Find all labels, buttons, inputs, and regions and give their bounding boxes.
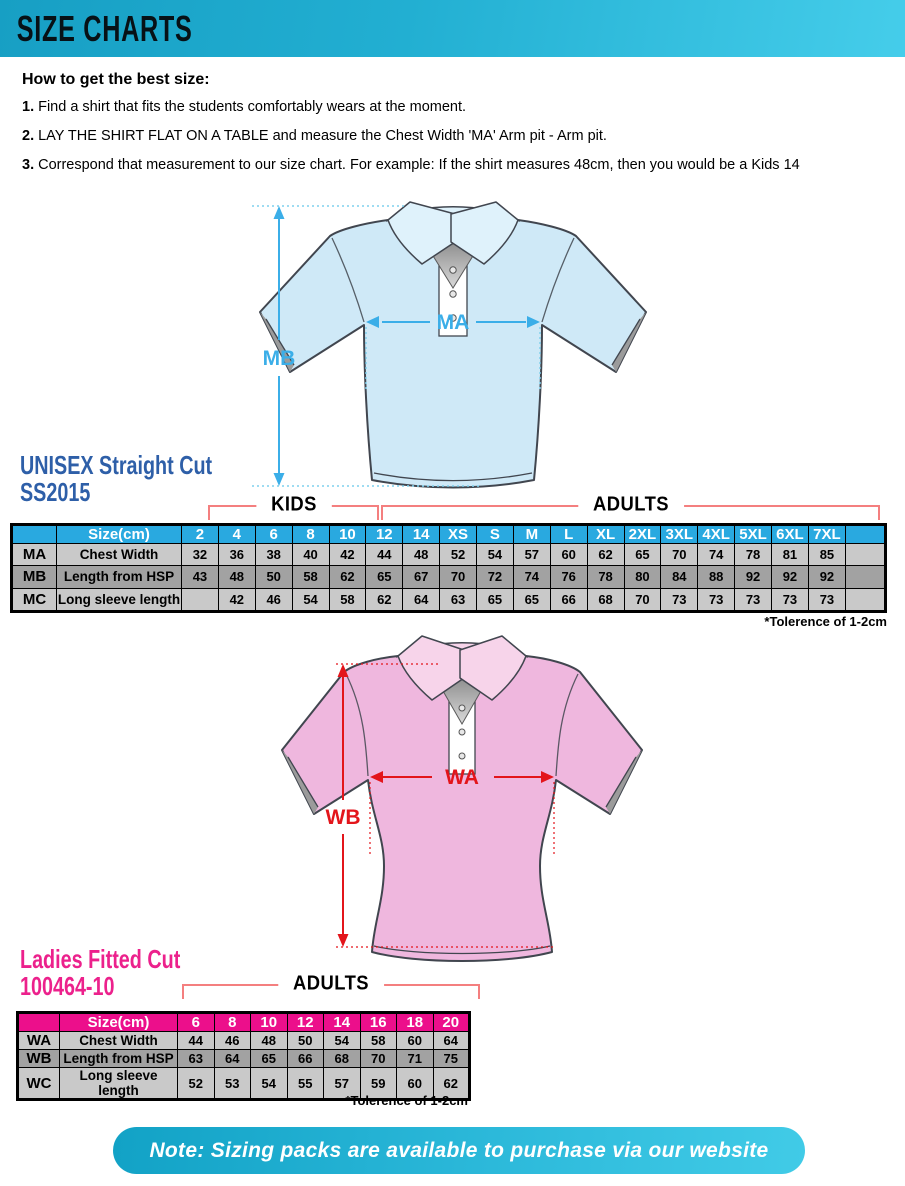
empty-cell <box>846 544 886 566</box>
unisex-section-heading <box>20 452 273 506</box>
button <box>459 729 465 735</box>
size-column-header: M <box>513 525 550 544</box>
size-column-header: 14 <box>403 525 440 544</box>
unisex-size-table <box>10 523 887 613</box>
website-note-banner <box>113 1127 805 1174</box>
instruction-step-3 <box>22 156 882 174</box>
size-value: 75 <box>433 1050 470 1068</box>
page-title: SIZE CHARTS <box>16 7 193 49</box>
size-column-header: 4 <box>218 525 255 544</box>
size-value: 46 <box>214 1032 251 1050</box>
size-value: 92 <box>808 566 845 588</box>
size-value: 52 <box>178 1068 215 1100</box>
step-text: LAY THE SHIRT FLAT ON A TABLE and measure the Chest Width 'MA' Arm pit - Arm pit. <box>38 128 607 144</box>
size-value: 52 <box>440 544 477 566</box>
size-value: 53 <box>214 1068 251 1100</box>
empty-header-cell <box>846 525 886 544</box>
size-header-row <box>12 525 886 544</box>
size-value: 60 <box>397 1068 434 1100</box>
size-value: 64 <box>214 1050 251 1068</box>
size-column-header: 2XL <box>624 525 661 544</box>
size-column-header: 10 <box>329 525 366 544</box>
size-value: 78 <box>735 544 772 566</box>
size-value: 92 <box>772 566 809 588</box>
size-value: 38 <box>255 544 292 566</box>
measurement-label: Long sleeve length <box>60 1068 178 1100</box>
size-value: 92 <box>735 566 772 588</box>
size-value: 68 <box>587 588 624 612</box>
size-value: 73 <box>808 588 845 612</box>
size-value: 70 <box>661 544 698 566</box>
step-text: Correspond that measurement to our size chart. For example: If the shirt measures 48cm, then you would be a Kids 14 <box>38 157 800 173</box>
size-value: 48 <box>218 566 255 588</box>
measurement-code: WB <box>18 1050 60 1068</box>
size-value: 66 <box>550 588 587 612</box>
wb-measurement-label: WB <box>325 806 361 829</box>
size-column-header: 8 <box>292 525 329 544</box>
unisex-size-table-holder <box>10 523 887 613</box>
measurement-row-MB <box>12 566 886 588</box>
size-column-header: XL <box>587 525 624 544</box>
size-value: 63 <box>440 588 477 612</box>
size-value: 65 <box>366 566 403 588</box>
size-value: 72 <box>477 566 514 588</box>
size-value: 73 <box>735 588 772 612</box>
step-number: 2. <box>22 128 35 144</box>
corner-cell <box>18 1013 60 1032</box>
website-note-text: Note: Sizing packs are available to purchase via our website <box>149 1138 769 1162</box>
size-value: 57 <box>324 1068 361 1100</box>
size-value: 67 <box>403 566 440 588</box>
size-value: 54 <box>477 544 514 566</box>
kids-group-label: KIDS <box>256 494 331 517</box>
step-text: Find a shirt that fits the students comfortably wears at the moment. <box>38 99 467 115</box>
size-value: 54 <box>324 1032 361 1050</box>
size-value <box>182 588 219 612</box>
measurement-row-MC <box>12 588 886 612</box>
size-value: 62 <box>329 566 366 588</box>
ma-measurement-label: MA <box>436 311 470 334</box>
instruction-step-1 <box>22 98 882 116</box>
ladies-size-table-holder <box>16 1011 471 1098</box>
size-header-row <box>18 1013 470 1032</box>
size-column-header: S <box>477 525 514 544</box>
size-value: 65 <box>477 588 514 612</box>
measurement-code: MB <box>12 566 57 588</box>
size-value: 74 <box>513 566 550 588</box>
measurement-label: Long sleeve length <box>57 588 182 612</box>
adults-group-bracket-unisex <box>381 493 880 520</box>
unisex-polo-diagram <box>236 194 656 494</box>
size-value: 74 <box>698 544 735 566</box>
tolerance-note-unisex: *Tolerence of 1-2cm <box>764 614 887 629</box>
size-column-header: 10 <box>251 1013 288 1032</box>
size-value: 88 <box>698 566 735 588</box>
size-column-header: 8 <box>214 1013 251 1032</box>
wa-measurement-label: WA <box>445 766 479 789</box>
size-value: 85 <box>808 544 845 566</box>
size-value: 50 <box>287 1032 324 1050</box>
size-column-header: 6XL <box>772 525 809 544</box>
size-value: 65 <box>251 1050 288 1068</box>
size-value: 44 <box>178 1032 215 1050</box>
button <box>450 267 456 273</box>
measurement-label: Chest Width <box>60 1032 178 1050</box>
empty-cell <box>846 566 886 588</box>
measurement-label: Length from HSP <box>60 1050 178 1068</box>
size-column-header: 5XL <box>735 525 772 544</box>
size-value: 70 <box>624 588 661 612</box>
size-column-header: 6 <box>255 525 292 544</box>
size-unit-header: Size(cm) <box>57 525 182 544</box>
size-column-header: 3XL <box>661 525 698 544</box>
measurement-row-MA <box>12 544 886 566</box>
size-unit-header: Size(cm) <box>60 1013 178 1032</box>
size-value: 59 <box>360 1068 397 1100</box>
size-value: 70 <box>360 1050 397 1068</box>
measurement-code: WA <box>18 1032 60 1050</box>
size-value: 50 <box>255 566 292 588</box>
button <box>459 705 465 711</box>
size-value: 42 <box>329 544 366 566</box>
size-value: 78 <box>587 566 624 588</box>
size-value: 40 <box>292 544 329 566</box>
size-value: 81 <box>772 544 809 566</box>
size-value: 46 <box>255 588 292 612</box>
measurement-label: Length from HSP <box>57 566 182 588</box>
size-value: 36 <box>218 544 255 566</box>
kids-group-bracket <box>208 493 379 520</box>
page-header <box>0 0 905 57</box>
measurement-row-WB <box>18 1050 470 1068</box>
size-value: 48 <box>403 544 440 566</box>
mb-measurement-label: MB <box>262 347 296 370</box>
ladies-style-code: 100464-10 <box>20 971 115 1001</box>
size-value: 84 <box>661 566 698 588</box>
size-value: 62 <box>433 1068 470 1100</box>
size-value: 55 <box>287 1068 324 1100</box>
tolerance-note-ladies: *Tolerence of 1-2cm <box>345 1093 468 1108</box>
ladies-title: Ladies Fitted Cut <box>20 944 181 974</box>
size-value: 73 <box>661 588 698 612</box>
size-value: 58 <box>292 566 329 588</box>
size-value: 54 <box>251 1068 288 1100</box>
measurement-row-WA <box>18 1032 470 1050</box>
size-value: 58 <box>329 588 366 612</box>
size-value: 58 <box>360 1032 397 1050</box>
step-number: 3. <box>22 157 35 173</box>
size-value: 42 <box>218 588 255 612</box>
size-value: 65 <box>513 588 550 612</box>
size-column-header: 20 <box>433 1013 470 1032</box>
measurement-code: MC <box>12 588 57 612</box>
size-column-header: 12 <box>366 525 403 544</box>
size-value: 44 <box>366 544 403 566</box>
size-value: 66 <box>287 1050 324 1068</box>
size-column-header: L <box>550 525 587 544</box>
adults-group-label: ADULTS <box>578 494 683 517</box>
ladies-polo-diagram <box>266 624 686 969</box>
measurement-code: WC <box>18 1068 60 1100</box>
size-value: 80 <box>624 566 661 588</box>
size-column-header: 18 <box>397 1013 434 1032</box>
size-value: 48 <box>251 1032 288 1050</box>
size-value: 32 <box>182 544 219 566</box>
adults-group-bracket-ladies <box>182 972 480 999</box>
size-value: 43 <box>182 566 219 588</box>
size-value: 71 <box>397 1050 434 1068</box>
measurement-label: Chest Width <box>57 544 182 566</box>
size-value: 64 <box>433 1032 470 1050</box>
size-column-header: XS <box>440 525 477 544</box>
size-value: 60 <box>397 1032 434 1050</box>
button <box>450 291 456 297</box>
unisex-title: UNISEX Straight Cut <box>20 450 213 480</box>
size-column-header: 6 <box>178 1013 215 1032</box>
size-value: 63 <box>178 1050 215 1068</box>
ladies-size-table <box>16 1011 471 1101</box>
size-value: 62 <box>366 588 403 612</box>
size-value: 68 <box>324 1050 361 1068</box>
instructions-heading: How to get the best size: <box>22 71 210 88</box>
unisex-style-code: SS2015 <box>20 477 91 507</box>
size-value: 73 <box>698 588 735 612</box>
size-value: 54 <box>292 588 329 612</box>
size-column-header: 7XL <box>808 525 845 544</box>
size-value: 60 <box>550 544 587 566</box>
size-column-header: 16 <box>360 1013 397 1032</box>
size-column-header: 2 <box>182 525 219 544</box>
size-value: 64 <box>403 588 440 612</box>
adults-group-label: ADULTS <box>278 973 383 996</box>
instruction-step-2 <box>22 127 882 145</box>
button <box>459 753 465 759</box>
size-value: 65 <box>624 544 661 566</box>
size-value: 76 <box>550 566 587 588</box>
step-number: 1. <box>22 99 35 115</box>
size-column-header: 4XL <box>698 525 735 544</box>
size-value: 73 <box>772 588 809 612</box>
size-value: 62 <box>587 544 624 566</box>
size-column-header: 14 <box>324 1013 361 1032</box>
measurement-code: MA <box>12 544 57 566</box>
size-value: 57 <box>513 544 550 566</box>
corner-cell <box>12 525 57 544</box>
empty-cell <box>846 588 886 612</box>
size-value: 70 <box>440 566 477 588</box>
how-to-instructions <box>22 71 882 185</box>
size-column-header: 12 <box>287 1013 324 1032</box>
